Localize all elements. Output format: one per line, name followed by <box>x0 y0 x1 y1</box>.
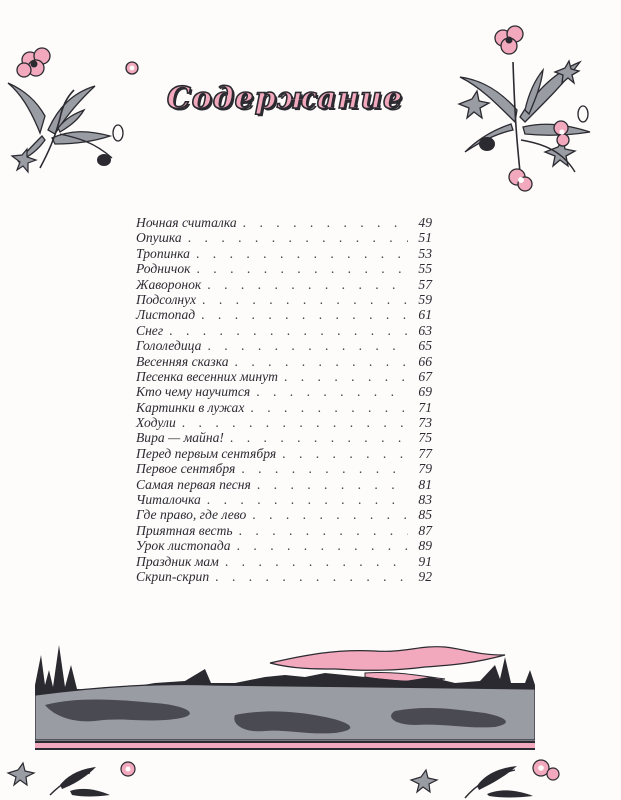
toc-entry-page-number: 65 <box>418 338 432 354</box>
toc-entry-page-number: 87 <box>418 522 432 538</box>
toc-dot-leader <box>195 307 408 322</box>
toc-dot-leader <box>209 569 408 584</box>
toc-entry <box>136 523 432 538</box>
toc-entry-title: Листопад <box>136 307 196 323</box>
toc-entry-page-number: 85 <box>418 507 432 523</box>
toc-entry-page-number: 91 <box>418 553 432 569</box>
toc-entry-title: Вира — майна! <box>136 430 224 446</box>
toc-entry <box>136 307 432 322</box>
toc-entry-page-number: 69 <box>418 384 432 400</box>
toc-dot-leader <box>276 446 408 461</box>
toc-dot-leader <box>201 277 408 292</box>
toc-dot-leader <box>237 215 408 230</box>
toc-entry-page-number: 53 <box>418 245 432 261</box>
toc-entry-page-number: 63 <box>418 322 432 338</box>
toc-entry-title: Скрип-скрип <box>136 568 210 584</box>
toc-dot-leader <box>191 261 409 276</box>
toc-dot-leader <box>219 554 408 569</box>
toc-entry-page-number: 61 <box>418 307 432 323</box>
toc-dot-leader <box>246 507 408 522</box>
toc-entry-page-number: 89 <box>418 538 432 554</box>
toc-entry-page-number: 71 <box>418 399 432 415</box>
toc-dot-leader <box>250 384 408 399</box>
toc-entry-page-number: 83 <box>418 492 432 508</box>
toc-dot-leader <box>278 369 408 384</box>
toc-entry-title: Опушка <box>136 230 182 246</box>
toc-entry-title: Родничок <box>136 261 191 277</box>
toc-dot-leader <box>176 415 408 430</box>
toc-entry <box>136 323 432 338</box>
toc-dot-leader <box>196 292 408 307</box>
toc-dot-leader <box>229 354 408 369</box>
toc-entry-page-number: 49 <box>418 215 432 230</box>
toc-dot-leader <box>231 538 408 553</box>
toc-entry <box>136 246 432 261</box>
toc-entry <box>136 230 432 245</box>
toc-entry-page-number: 51 <box>418 230 432 246</box>
toc-entry <box>136 277 432 292</box>
floral-ornament-top-left-icon <box>0 38 145 188</box>
toc-entry <box>136 554 432 569</box>
toc-entry-page-number: 66 <box>418 353 432 369</box>
toc-entry-title: Картинки в лужах <box>136 399 245 415</box>
toc-entry-page-number: 77 <box>418 445 432 461</box>
toc-entry-page-number: 67 <box>418 368 432 384</box>
toc-entry-title: Праздник мам <box>136 553 219 569</box>
toc-entry <box>136 292 432 307</box>
toc-entry <box>136 215 432 230</box>
floral-ornament-top-right-icon <box>425 22 621 197</box>
toc-entry <box>136 538 432 553</box>
toc-entry <box>136 415 432 430</box>
toc-entry <box>136 430 432 445</box>
title-banner <box>150 72 420 124</box>
toc-entry-page-number: 55 <box>418 261 432 277</box>
toc-entry-title: Читалочка <box>136 492 201 508</box>
toc-entry-title: Перед первым сентября <box>136 445 277 461</box>
toc-dot-leader <box>233 523 408 538</box>
landscape-illustration <box>35 625 535 755</box>
toc-entry-title: Первое сентября <box>136 461 236 477</box>
floral-ornament-bottom-left-icon <box>0 755 150 800</box>
toc-entry <box>136 400 432 415</box>
toc-entry <box>136 492 432 507</box>
toc-entry-title: Приятная весть <box>136 522 233 538</box>
toc-dot-leader <box>190 246 408 261</box>
toc-dot-leader <box>182 230 408 245</box>
toc-entry <box>136 461 432 476</box>
toc-entry <box>136 569 432 584</box>
toc-entry-title: Тропинка <box>136 245 190 261</box>
toc-entry-page-number: 79 <box>418 461 432 477</box>
floral-ornament-bottom-right-icon <box>405 752 575 800</box>
toc-entry <box>136 369 432 384</box>
toc-dot-leader <box>235 461 408 476</box>
toc-entry-title: Весенняя сказка <box>136 353 229 369</box>
toc-dot-leader <box>244 400 408 415</box>
toc-entry-title: Урок листопада <box>136 538 231 554</box>
toc-dot-leader <box>201 492 408 507</box>
toc-dot-leader <box>224 430 408 445</box>
toc-entry-title: Гололедица <box>136 338 202 354</box>
toc-entry-title: Кто чему научится <box>136 384 251 400</box>
toc-entry-page-number: 73 <box>418 415 432 431</box>
toc-entry <box>136 261 432 276</box>
toc-dot-leader <box>201 338 408 353</box>
toc-entry <box>136 384 432 399</box>
page-title: Содержание <box>166 80 404 116</box>
toc-entry-page-number: 57 <box>418 276 432 292</box>
toc-entry <box>136 507 432 522</box>
toc-entry <box>136 446 432 461</box>
toc-entry-page-number: 75 <box>418 430 432 446</box>
toc-entry-page-number: 92 <box>418 568 432 584</box>
toc-entry-page-number: 81 <box>418 476 432 492</box>
toc-entry-title: Песенка весенних минут <box>136 368 278 384</box>
toc-entry <box>136 338 432 353</box>
toc-dot-leader <box>251 477 408 492</box>
toc-entry-title: Ходули <box>136 415 176 431</box>
toc-entry-page-number: 59 <box>418 291 432 307</box>
toc-entry-title: Самая первая песня <box>136 476 251 492</box>
toc-entry-title: Жаворонок <box>136 276 202 292</box>
table-of-contents <box>136 215 432 584</box>
toc-dot-leader <box>163 323 408 338</box>
toc-entry-title: Снег <box>136 322 164 338</box>
toc-entry <box>136 354 432 369</box>
toc-entry <box>136 477 432 492</box>
toc-entry-title: Ночная считалка <box>136 215 237 230</box>
toc-entry-title: Где право, где лево <box>136 507 247 523</box>
toc-entry-title: Подсолнух <box>136 291 197 307</box>
